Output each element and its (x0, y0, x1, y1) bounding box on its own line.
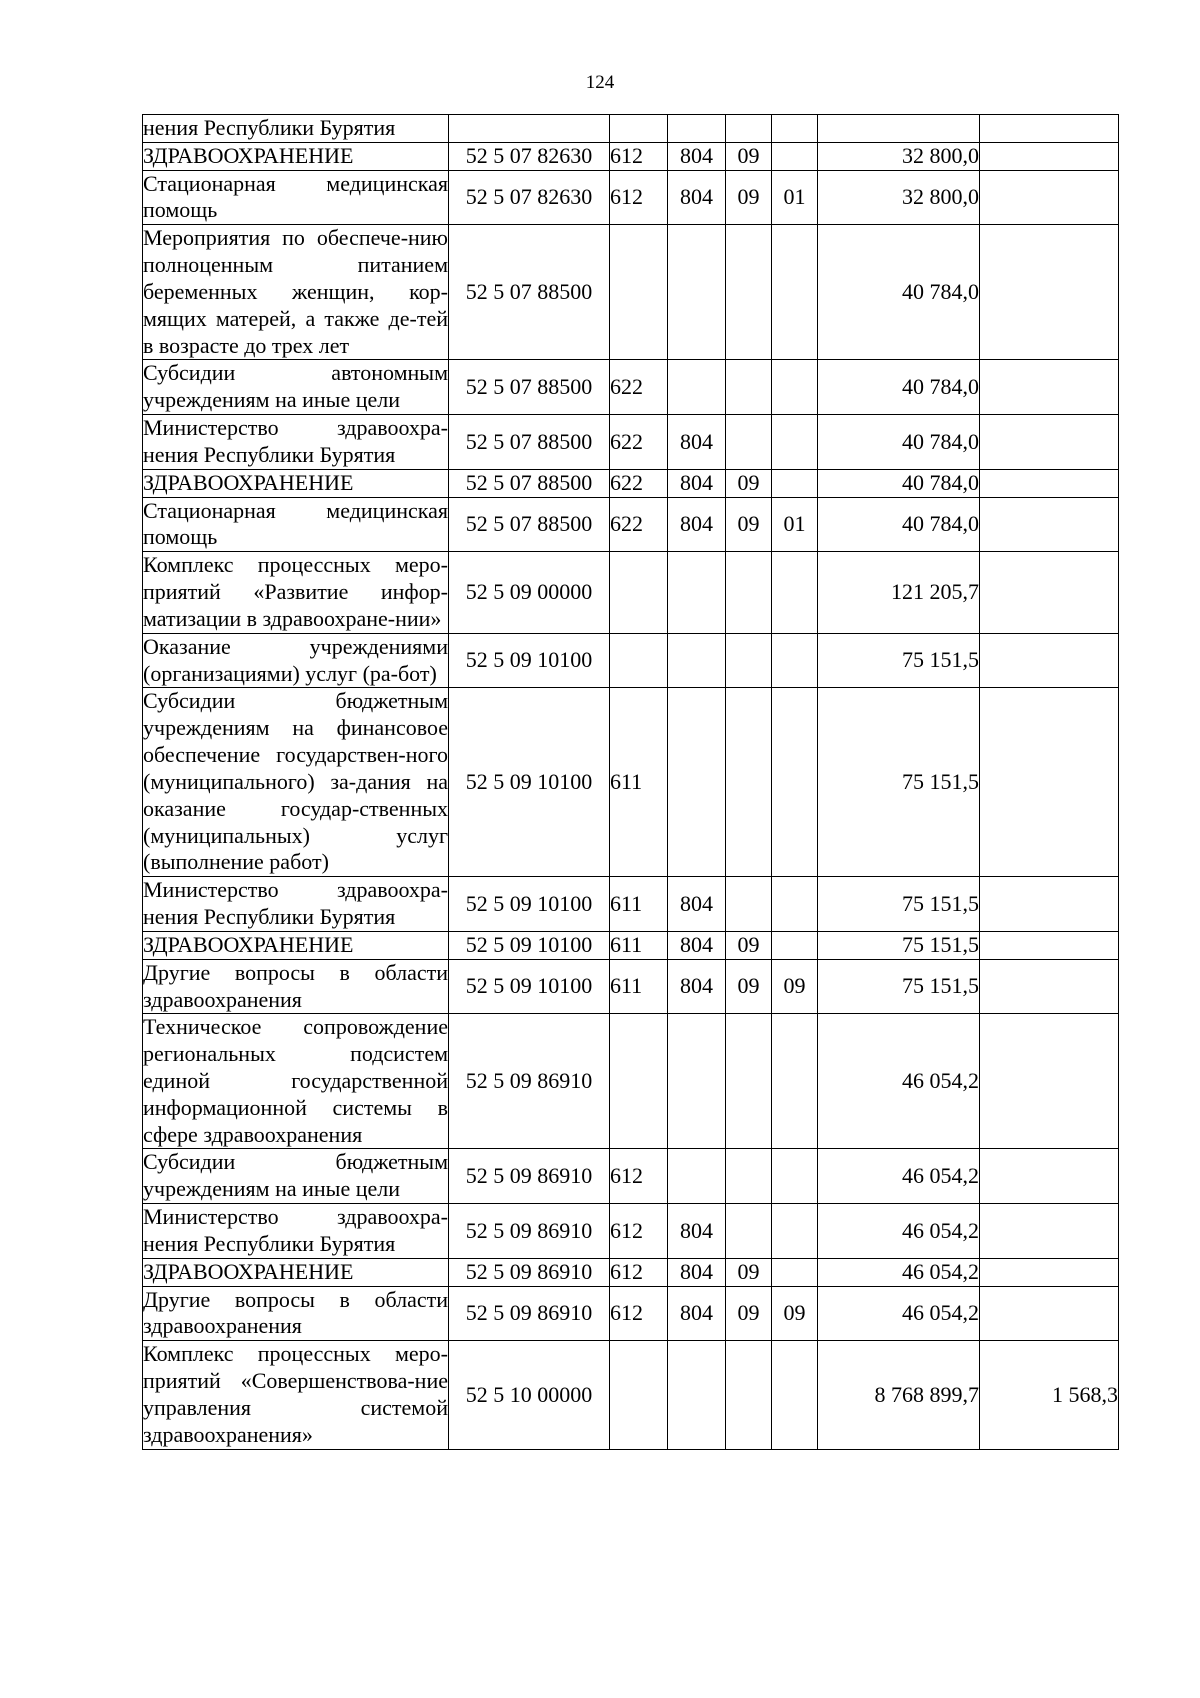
cell-section-code (726, 688, 772, 877)
cell-extra-amount (980, 115, 1119, 143)
cell-extra-amount (980, 360, 1119, 415)
cell-subsection-code: 09 (772, 959, 818, 1014)
cell-expense-type (610, 552, 668, 633)
cell-section-code (726, 1014, 772, 1149)
cell-target-code: 52 5 07 88500 (449, 415, 610, 470)
cell-section-code: 09 (726, 1286, 772, 1341)
table-row (143, 1014, 1119, 1149)
table-row (143, 959, 1119, 1014)
cell-target-code: 52 5 09 10100 (449, 959, 610, 1014)
cell-target-code: 52 5 09 86910 (449, 1149, 610, 1204)
cell-expense-type: 622 (610, 360, 668, 415)
cell-section-code (726, 415, 772, 470)
cell-section-code (726, 225, 772, 360)
cell-target-code: 52 5 09 86910 (449, 1286, 610, 1341)
cell-target-code: 52 5 07 88500 (449, 225, 610, 360)
cell-subsection-code (772, 225, 818, 360)
cell-ministry-code: 804 (668, 1286, 726, 1341)
cell-amount: 46 054,2 (818, 1014, 980, 1149)
cell-amount: 8 768 899,7 (818, 1341, 980, 1449)
cell-target-code: 52 5 10 00000 (449, 1341, 610, 1449)
cell-extra-amount (980, 931, 1119, 959)
cell-extra-amount (980, 688, 1119, 877)
cell-row-name: Министерство здравоохра-нения Республики Бурятия (143, 877, 449, 932)
cell-row-name: Министерство здравоохра-нения Республики Бурятия (143, 415, 449, 470)
cell-expense-type (610, 633, 668, 688)
cell-extra-amount (980, 1149, 1119, 1204)
cell-target-code: 52 5 09 86910 (449, 1204, 610, 1259)
cell-expense-type: 612 (610, 1204, 668, 1259)
table-row (143, 877, 1119, 932)
cell-ministry-code: 804 (668, 959, 726, 1014)
cell-extra-amount (980, 1204, 1119, 1259)
cell-section-code: 09 (726, 959, 772, 1014)
cell-ministry-code: 804 (668, 142, 726, 170)
cell-row-name: Стационарная медицинская помощь (143, 497, 449, 552)
cell-section-code: 09 (726, 469, 772, 497)
cell-row-name: ЗДРАВООХРАНЕНИЕ (143, 142, 449, 170)
cell-expense-type: 611 (610, 931, 668, 959)
cell-expense-type: 611 (610, 959, 668, 1014)
cell-subsection-code (772, 1258, 818, 1286)
table-row (143, 497, 1119, 552)
cell-section-code: 09 (726, 170, 772, 225)
cell-row-name: Стационарная медицинская помощь (143, 170, 449, 225)
cell-expense-type: 622 (610, 469, 668, 497)
cell-target-code: 52 5 09 10100 (449, 877, 610, 932)
cell-extra-amount (980, 1258, 1119, 1286)
table-row (143, 360, 1119, 415)
cell-target-code: 52 5 09 10100 (449, 633, 610, 688)
cell-row-name: Комплекс процессных меро-приятий «Развитие инфор-матизации в здравоохране-нии» (143, 552, 449, 633)
table-row (143, 225, 1119, 360)
cell-expense-type: 622 (610, 497, 668, 552)
cell-expense-type (610, 225, 668, 360)
cell-subsection-code: 01 (772, 497, 818, 552)
cell-subsection-code (772, 115, 818, 143)
cell-expense-type (610, 1014, 668, 1149)
cell-ministry-code (668, 552, 726, 633)
cell-expense-type (610, 115, 668, 143)
cell-target-code: 52 5 09 00000 (449, 552, 610, 633)
table-row (143, 1149, 1119, 1204)
cell-ministry-code: 804 (668, 415, 726, 470)
cell-ministry-code (668, 1014, 726, 1149)
cell-extra-amount (980, 1286, 1119, 1341)
cell-subsection-code (772, 633, 818, 688)
table-row (143, 415, 1119, 470)
cell-target-code: 52 5 09 10100 (449, 931, 610, 959)
cell-ministry-code: 804 (668, 931, 726, 959)
cell-amount: 46 054,2 (818, 1258, 980, 1286)
cell-ministry-code: 804 (668, 469, 726, 497)
cell-extra-amount (980, 877, 1119, 932)
cell-row-name: ЗДРАВООХРАНЕНИЕ (143, 469, 449, 497)
cell-expense-type: 622 (610, 415, 668, 470)
cell-row-name: Другие вопросы в области здравоохранения (143, 959, 449, 1014)
cell-row-name: Субсидии бюджетным учреждениям на иные цели (143, 1149, 449, 1204)
cell-amount: 40 784,0 (818, 497, 980, 552)
cell-ministry-code: 804 (668, 877, 726, 932)
cell-amount: 32 800,0 (818, 170, 980, 225)
cell-ministry-code (668, 688, 726, 877)
cell-subsection-code (772, 469, 818, 497)
cell-amount: 46 054,2 (818, 1204, 980, 1259)
cell-subsection-code (772, 1149, 818, 1204)
cell-target-code: 52 5 09 86910 (449, 1014, 610, 1149)
cell-amount: 40 784,0 (818, 360, 980, 415)
cell-target-code: 52 5 09 10100 (449, 688, 610, 877)
table-row (143, 170, 1119, 225)
cell-section-code (726, 1341, 772, 1449)
cell-subsection-code (772, 1014, 818, 1149)
cell-target-code (449, 115, 610, 143)
cell-extra-amount (980, 142, 1119, 170)
cell-section-code (726, 1204, 772, 1259)
cell-row-name: Мероприятия по обеспече-нию полноценным питанием беременных женщин, кор-мящих матерей, а также де-тей в возрасте до трех лет (143, 225, 449, 360)
cell-target-code: 52 5 07 82630 (449, 142, 610, 170)
table-row (143, 1286, 1119, 1341)
cell-extra-amount (980, 170, 1119, 225)
cell-section-code: 09 (726, 931, 772, 959)
cell-subsection-code (772, 1341, 818, 1449)
cell-amount (818, 115, 980, 143)
cell-row-name: Комплекс процессных меро-приятий «Совершенствова-ние управления системой здравоохранения» (143, 1341, 449, 1449)
table-row (143, 633, 1119, 688)
cell-section-code (726, 552, 772, 633)
cell-section-code (726, 877, 772, 932)
cell-expense-type: 611 (610, 688, 668, 877)
cell-expense-type: 612 (610, 170, 668, 225)
cell-expense-type: 612 (610, 1286, 668, 1341)
cell-subsection-code: 09 (772, 1286, 818, 1341)
cell-amount: 46 054,2 (818, 1286, 980, 1341)
cell-target-code: 52 5 07 88500 (449, 469, 610, 497)
cell-ministry-code (668, 225, 726, 360)
cell-amount: 121 205,7 (818, 552, 980, 633)
table-row (143, 1258, 1119, 1286)
cell-ministry-code: 804 (668, 1204, 726, 1259)
cell-amount: 75 151,5 (818, 877, 980, 932)
cell-extra-amount (980, 959, 1119, 1014)
cell-section-code (726, 115, 772, 143)
cell-subsection-code (772, 415, 818, 470)
cell-subsection-code: 01 (772, 170, 818, 225)
table-row (143, 552, 1119, 633)
cell-amount: 75 151,5 (818, 633, 980, 688)
cell-ministry-code (668, 1149, 726, 1204)
cell-section-code (726, 1149, 772, 1204)
cell-subsection-code (772, 360, 818, 415)
cell-amount: 75 151,5 (818, 959, 980, 1014)
cell-ministry-code: 804 (668, 497, 726, 552)
table-row (143, 1341, 1119, 1449)
cell-section-code (726, 633, 772, 688)
cell-ministry-code (668, 633, 726, 688)
table-row (143, 115, 1119, 143)
cell-section-code: 09 (726, 497, 772, 552)
cell-expense-type: 611 (610, 877, 668, 932)
cell-expense-type (610, 1341, 668, 1449)
cell-extra-amount (980, 225, 1119, 360)
table-row (143, 931, 1119, 959)
cell-section-code (726, 360, 772, 415)
cell-subsection-code (772, 877, 818, 932)
cell-ministry-code (668, 1341, 726, 1449)
table-row (143, 1204, 1119, 1259)
cell-amount: 75 151,5 (818, 688, 980, 877)
cell-row-name: Субсидии бюджетным учреждениям на финансовое обеспечение государствен-ного (муниципального) за-дания на оказание государ-ственных (муниципальных) услуг (выполнение работ) (143, 688, 449, 877)
cell-subsection-code (772, 552, 818, 633)
table-row (143, 142, 1119, 170)
cell-extra-amount (980, 415, 1119, 470)
cell-amount: 32 800,0 (818, 142, 980, 170)
cell-extra-amount (980, 1014, 1119, 1149)
cell-row-name: Другие вопросы в области здравоохранения (143, 1286, 449, 1341)
table-row (143, 469, 1119, 497)
cell-row-name: Оказание учреждениями (организациями) услуг (ра-бот) (143, 633, 449, 688)
cell-ministry-code (668, 115, 726, 143)
cell-expense-type: 612 (610, 1149, 668, 1204)
cell-row-name: Техническое сопровождение региональных подсистем единой государственной информационной системы в сфере здравоохранения (143, 1014, 449, 1149)
cell-amount: 46 054,2 (818, 1149, 980, 1204)
cell-target-code: 52 5 07 82630 (449, 170, 610, 225)
cell-subsection-code (772, 931, 818, 959)
cell-subsection-code (772, 1204, 818, 1259)
cell-amount: 75 151,5 (818, 931, 980, 959)
cell-section-code: 09 (726, 1258, 772, 1286)
cell-expense-type: 612 (610, 1258, 668, 1286)
table-row (143, 688, 1119, 877)
cell-expense-type: 612 (610, 142, 668, 170)
cell-row-name: нения Республики Бурятия (143, 115, 449, 143)
cell-row-name: Субсидии автономным учреждениям на иные цели (143, 360, 449, 415)
cell-amount: 40 784,0 (818, 415, 980, 470)
cell-extra-amount (980, 469, 1119, 497)
cell-amount: 40 784,0 (818, 469, 980, 497)
cell-amount: 40 784,0 (818, 225, 980, 360)
cell-extra-amount: 1 568,3 (980, 1341, 1119, 1449)
cell-extra-amount (980, 497, 1119, 552)
cell-ministry-code: 804 (668, 170, 726, 225)
cell-subsection-code (772, 688, 818, 877)
budget-table (142, 114, 1119, 1450)
page-number: 124 (585, 72, 615, 93)
table-body (143, 115, 1119, 1450)
cell-extra-amount (980, 633, 1119, 688)
cell-row-name: Министерство здравоохра-нения Республики Бурятия (143, 1204, 449, 1259)
cell-ministry-code (668, 360, 726, 415)
cell-target-code: 52 5 07 88500 (449, 497, 610, 552)
cell-section-code: 09 (726, 142, 772, 170)
cell-target-code: 52 5 07 88500 (449, 360, 610, 415)
cell-extra-amount (980, 552, 1119, 633)
cell-ministry-code: 804 (668, 1258, 726, 1286)
cell-row-name: ЗДРАВООХРАНЕНИЕ (143, 931, 449, 959)
cell-subsection-code (772, 142, 818, 170)
cell-row-name: ЗДРАВООХРАНЕНИЕ (143, 1258, 449, 1286)
cell-target-code: 52 5 09 86910 (449, 1258, 610, 1286)
